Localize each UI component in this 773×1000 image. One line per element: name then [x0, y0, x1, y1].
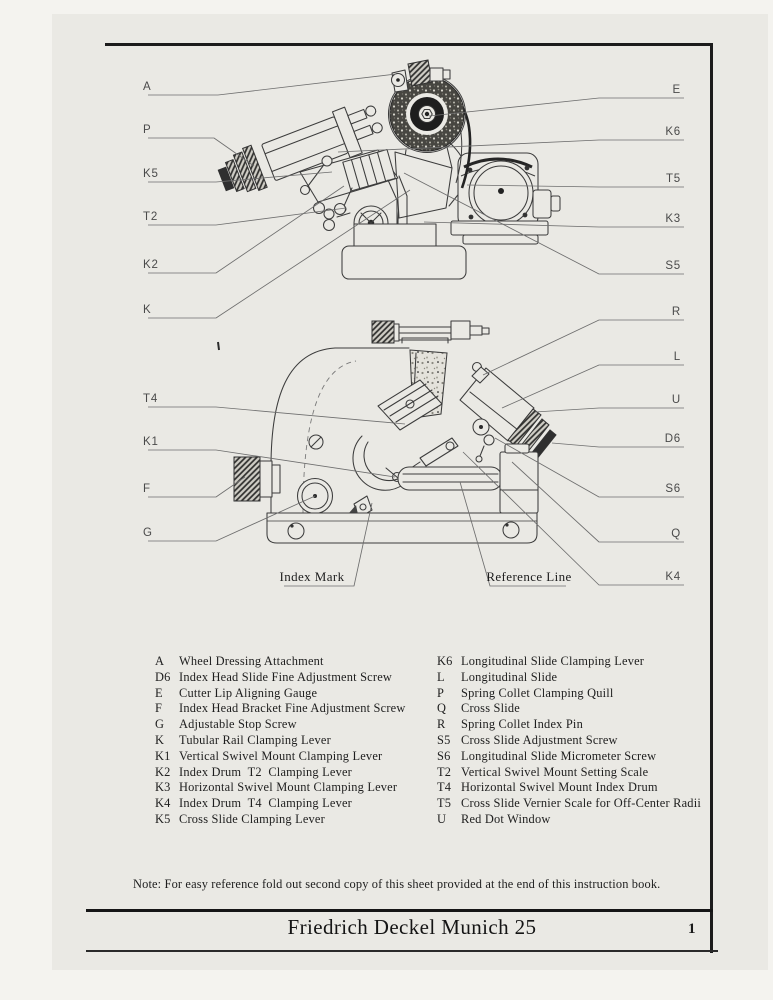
legend-key: G: [155, 717, 165, 732]
figure-annotations: [279, 569, 571, 584]
legend-key: U: [437, 811, 447, 826]
legend-text: Horizontal Swivel Mount Clamping Lever: [179, 780, 398, 795]
callout-label-g: G: [143, 527, 153, 539]
callout-label-d6: D6: [664, 433, 681, 445]
bottom-machine-figure: [218, 321, 556, 543]
legend-row: [437, 686, 721, 702]
legend-key: P: [437, 685, 445, 700]
legend-row: [437, 670, 721, 686]
legend-key: S6: [437, 748, 451, 763]
legend-row: [155, 717, 439, 733]
callout-label-k4: K4: [665, 571, 681, 583]
legend-row: [437, 780, 721, 796]
legend-row: [437, 812, 721, 828]
legend-row: [437, 733, 721, 749]
legend-key: S5: [437, 732, 451, 747]
legend-row: [155, 780, 439, 796]
callout-label-k2: K2: [143, 259, 159, 271]
legend-text: Cross Slide Vernier Scale for Off-Center Radii: [461, 796, 701, 811]
callout-label-k1: K1: [143, 436, 159, 448]
callout-label-f: F: [143, 483, 151, 495]
legend-key: L: [437, 669, 445, 684]
legend-text: Spring Collet Clamping Quill: [461, 685, 614, 700]
legend-key: D6: [155, 669, 171, 684]
annotation-label: Reference Line: [486, 569, 572, 584]
legend-row: [437, 749, 721, 765]
legend-text: Cutter Lip Aligning Gauge: [179, 685, 318, 700]
callout-label-p: P: [143, 124, 152, 136]
legend-key: T4: [437, 780, 452, 795]
legend-text: Cross Slide Adjustment Screw: [461, 732, 618, 747]
callout-label-s6: S6: [665, 483, 681, 495]
legend-row: [155, 654, 439, 670]
legend-row: [437, 701, 721, 717]
legend-key: T5: [437, 796, 452, 811]
legend-column-left: [155, 654, 439, 828]
annotation-label: Index Mark: [279, 569, 345, 584]
footer-thin-rule: [86, 950, 718, 952]
legend-text: Vertical Swivel Mount Clamping Lever: [179, 748, 383, 763]
legend-row: [155, 796, 439, 812]
callout-label-k3: K3: [665, 213, 681, 225]
legend-key: K6: [437, 654, 453, 668]
callout-label-k: K: [143, 304, 152, 316]
legend-key: K: [155, 732, 165, 747]
legend-text: Red Dot Window: [461, 811, 551, 826]
legend-row: [155, 670, 439, 686]
legend-text: Cross Slide: [461, 701, 520, 716]
callout-label-t4: T4: [143, 393, 159, 405]
legend-row: [155, 749, 439, 765]
legend-text: Adjustable Stop Screw: [179, 717, 297, 732]
legend-row: [437, 717, 721, 733]
legend-row: [155, 765, 439, 781]
callout-label-l: L: [673, 351, 681, 363]
legend-text: Index Drum T4 Clamping Lever: [179, 796, 353, 811]
legend-row: [155, 733, 439, 749]
legend-row: [437, 654, 721, 670]
legend-text: Index Head Bracket Fine Adjustment Screw: [179, 701, 406, 716]
legend-text: Wheel Dressing Attachment: [179, 654, 324, 668]
legend-text: Cross Slide Clamping Lever: [179, 811, 325, 826]
legend-row: [437, 765, 721, 781]
callout-label-t2: T2: [143, 211, 159, 223]
page-title: Friedrich Deckel Munich 25: [287, 915, 537, 939]
legend-text: Horizontal Swivel Mount Index Drum: [461, 780, 658, 795]
legend-text: Longitudinal Slide Clamping Lever: [461, 654, 645, 668]
legend-text: Index Drum T2 Clamping Lever: [179, 764, 353, 779]
legend-key: K4: [155, 796, 171, 811]
legend-text: Spring Collet Index Pin: [461, 717, 583, 732]
legend-key: T2: [437, 764, 452, 779]
legend-row: [155, 686, 439, 702]
legend-key: K2: [155, 764, 171, 779]
legend-text: Longitudinal Slide: [461, 669, 558, 684]
legend-text: Longitudinal Slide Micrometer Screw: [461, 748, 657, 763]
callout-label-u: U: [671, 394, 681, 406]
legend-key: K1: [155, 748, 171, 763]
callout-label-s5: S5: [665, 260, 681, 272]
legend-key: R: [437, 717, 446, 732]
legend-key: A: [155, 654, 165, 668]
page-number: 1: [688, 921, 696, 937]
callout-label-q: Q: [671, 528, 681, 540]
callout-label-k6: K6: [665, 126, 681, 138]
legend-key: E: [155, 685, 163, 700]
callout-label-k5: K5: [143, 168, 159, 180]
callout-label-t5: T5: [665, 173, 681, 185]
callout-label-r: R: [671, 306, 681, 318]
legend-text: Index Head Slide Fine Adjustment Screw: [179, 669, 393, 684]
legend-column-right: [437, 654, 721, 828]
legend-key: Q: [437, 701, 447, 716]
callout-label-e: E: [672, 84, 681, 96]
legend-text: Vertical Swivel Mount Setting Scale: [461, 764, 649, 779]
legend-row: [155, 701, 439, 717]
legend-key: K5: [155, 811, 171, 826]
footer-thick-rule: [86, 909, 713, 912]
legend-key: K3: [155, 780, 171, 795]
legend-key: F: [155, 701, 163, 716]
legend-row: [437, 796, 721, 812]
note-line: Note: For easy reference fold out second copy of this sheet provided at the end of this instruction book.: [133, 877, 661, 891]
top-machine-figure: [213, 60, 560, 279]
legend-row: [155, 812, 439, 828]
callout-label-a: A: [143, 81, 152, 93]
legend-text: Tubular Rail Clamping Lever: [179, 732, 331, 747]
